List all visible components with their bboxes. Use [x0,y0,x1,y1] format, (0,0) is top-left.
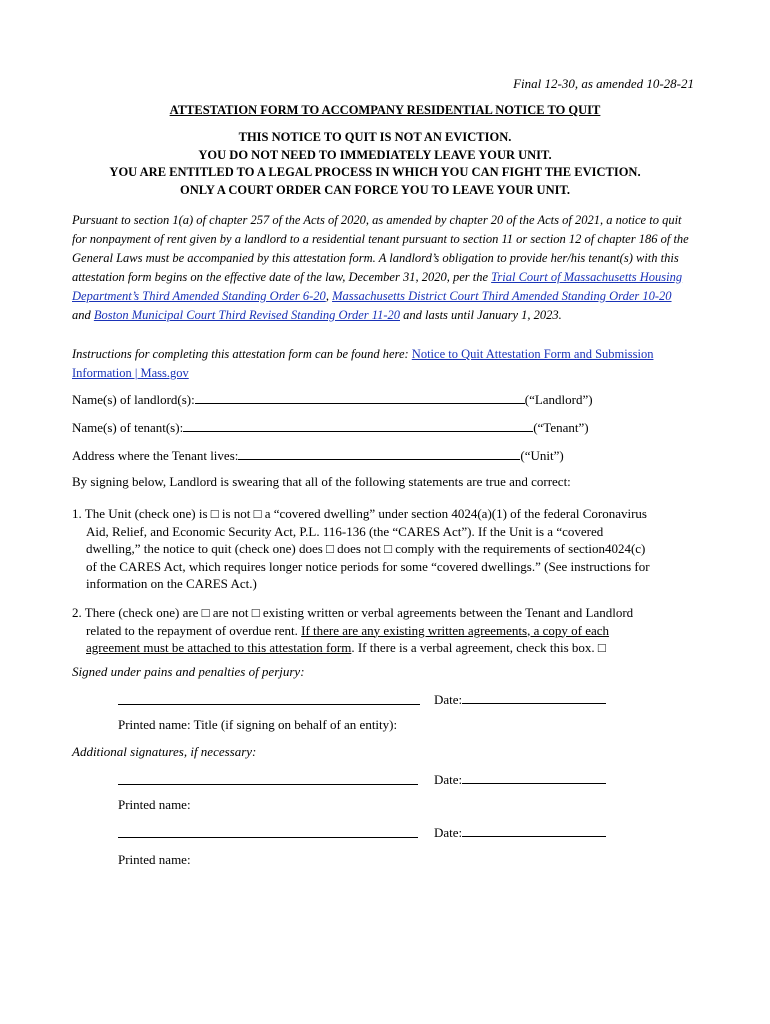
statement-line: 2. There (check one) are □ are not □ existing written or verbal agreements between the Tenant and Landlord [72,605,634,620]
housing-court-order-link[interactable]: Trial Court of Massachusetts Housing Department’s Third Amended Standing Order 6-20 [72,270,683,303]
address-blank[interactable] [238,446,520,460]
additional-signature-line-2[interactable] [118,837,418,838]
statement-line [72,639,698,657]
repayment-agreement-statement [72,604,698,657]
date-label: Date: [434,772,463,787]
printed-name-title-label: Printed name: Title (if signing on behalf of an entity): [118,717,398,732]
covered-dwelling-statement [72,505,698,593]
intro-separator: , [325,289,333,303]
additional-signature-line-1[interactable] [118,784,418,785]
tenant-field [72,418,589,436]
intro-paragraph [72,211,692,325]
printed-name-label-2: Printed name: [118,852,191,867]
primary-date-field [434,690,606,708]
statement-line: of the CARES Act, which requires longer notice periods for some “covered dwellings.” (See instructions for [86,558,650,574]
date-label: Date: [434,825,463,840]
eviction-warning [60,129,690,199]
tenant-label: Name(s) of tenant(s): [72,420,184,435]
statement-line [72,622,698,640]
date-blank[interactable] [462,823,606,837]
date-label: Date: [434,692,463,707]
warning-line: ONLY A COURT ORDER CAN FORCE YOU TO LEAVE YOUR UNIT. [179,182,571,197]
primary-signature-line[interactable] [118,704,420,705]
address-field [72,446,564,464]
additional-date-field-1 [434,770,606,788]
warning-line: THIS NOTICE TO QUIT IS NOT AN EVICTION. [238,130,512,144]
statement-line: 1. The Unit (check one) is □ is not □ a “covered dwelling” under section 4024(a)(1) of the federal Coronavirus [72,506,647,521]
statement-text: . If there is a verbal agreement, check this box. □ [351,640,606,655]
statement-underlined-text: If there are any existing written agreements, a copy of each [301,622,610,638]
landlord-label: Name(s) of landlord(s): [72,392,195,407]
date-blank[interactable] [462,770,606,784]
tenant-name-blank[interactable] [183,418,533,432]
landlord-name-blank[interactable] [195,390,525,404]
statement-line: dwelling,” the notice to quit (check one) does □ does not □ comply with the requirements of section4024(c) [86,541,646,556]
statement-underlined-text: agreement must be attached to this attestation form [86,640,352,655]
landlord-suffix: (“Landlord”) [524,392,593,407]
instructions-link[interactable]: Notice to Quit Attestation Form and Submission Information | Mass.gov [72,347,654,380]
intro-text: Pursuant to section 1(a) of chapter 257 of the Acts of 2020, as amended by chapter 20 of the Acts of 2021, a notice to quit for nonpayment of rent given by a landlord to a residential tenant pursuant to section 11 or section 12 of chapter 186 of the General Laws must be accompanied by this attestation form. A landlord’s obligation to provide her/his tenant(s) with this attestation form begins on the effective date of the law, December 31, 2020, per the [72,213,689,284]
revision-note: Final 12-30, as amended 10-28-21 [513,76,694,91]
address-label: Address where the Tenant lives: [72,448,239,463]
form-title: ATTESTATION FORM TO ACCOMPANY RESIDENTIAL NOTICE TO QUIT [169,103,601,117]
additional-signatures-label: Additional signatures, if necessary: [72,744,257,759]
perjury-statement: Signed under pains and penalties of perjury: [72,664,305,679]
statement-line: Aid, Relief, and Economic Security Act, P.L. 116-136 (the “CARES Act”). If the Unit is a “covered [86,523,604,539]
warning-line: YOU DO NOT NEED TO IMMEDIATELY LEAVE YOUR UNIT. [198,147,552,162]
swear-statement: By signing below, Landlord is swearing that all of the following statements are true and correct: [72,474,571,489]
tenant-suffix: (“Tenant”) [533,420,589,435]
address-suffix: (“Unit”) [520,448,564,463]
date-blank[interactable] [462,690,606,704]
instructions-text: Instructions for completing this attestation form can be found here: [72,347,412,361]
additional-date-field-2 [434,823,606,841]
landlord-field [72,390,593,408]
intro-separator: and [72,308,94,322]
statement-text: related to the repayment of overdue rent. [86,622,302,638]
instructions-paragraph [72,345,692,383]
warning-line: YOU ARE ENTITLED TO A LEGAL PROCESS IN WHICH YOU CAN FIGHT THE EVICTION. [109,165,641,179]
district-court-order-link[interactable]: Massachusetts District Court Third Amended Standing Order 10-20 [332,289,672,303]
boston-municipal-court-order-link[interactable]: Boston Municipal Court Third Revised Standing Order 11-20 [93,308,400,322]
printed-name-label-1: Printed name: [118,797,191,812]
intro-text-end: and lasts until January 1, 2023. [400,308,562,322]
statement-line: information on the CARES Act.) [86,576,257,591]
